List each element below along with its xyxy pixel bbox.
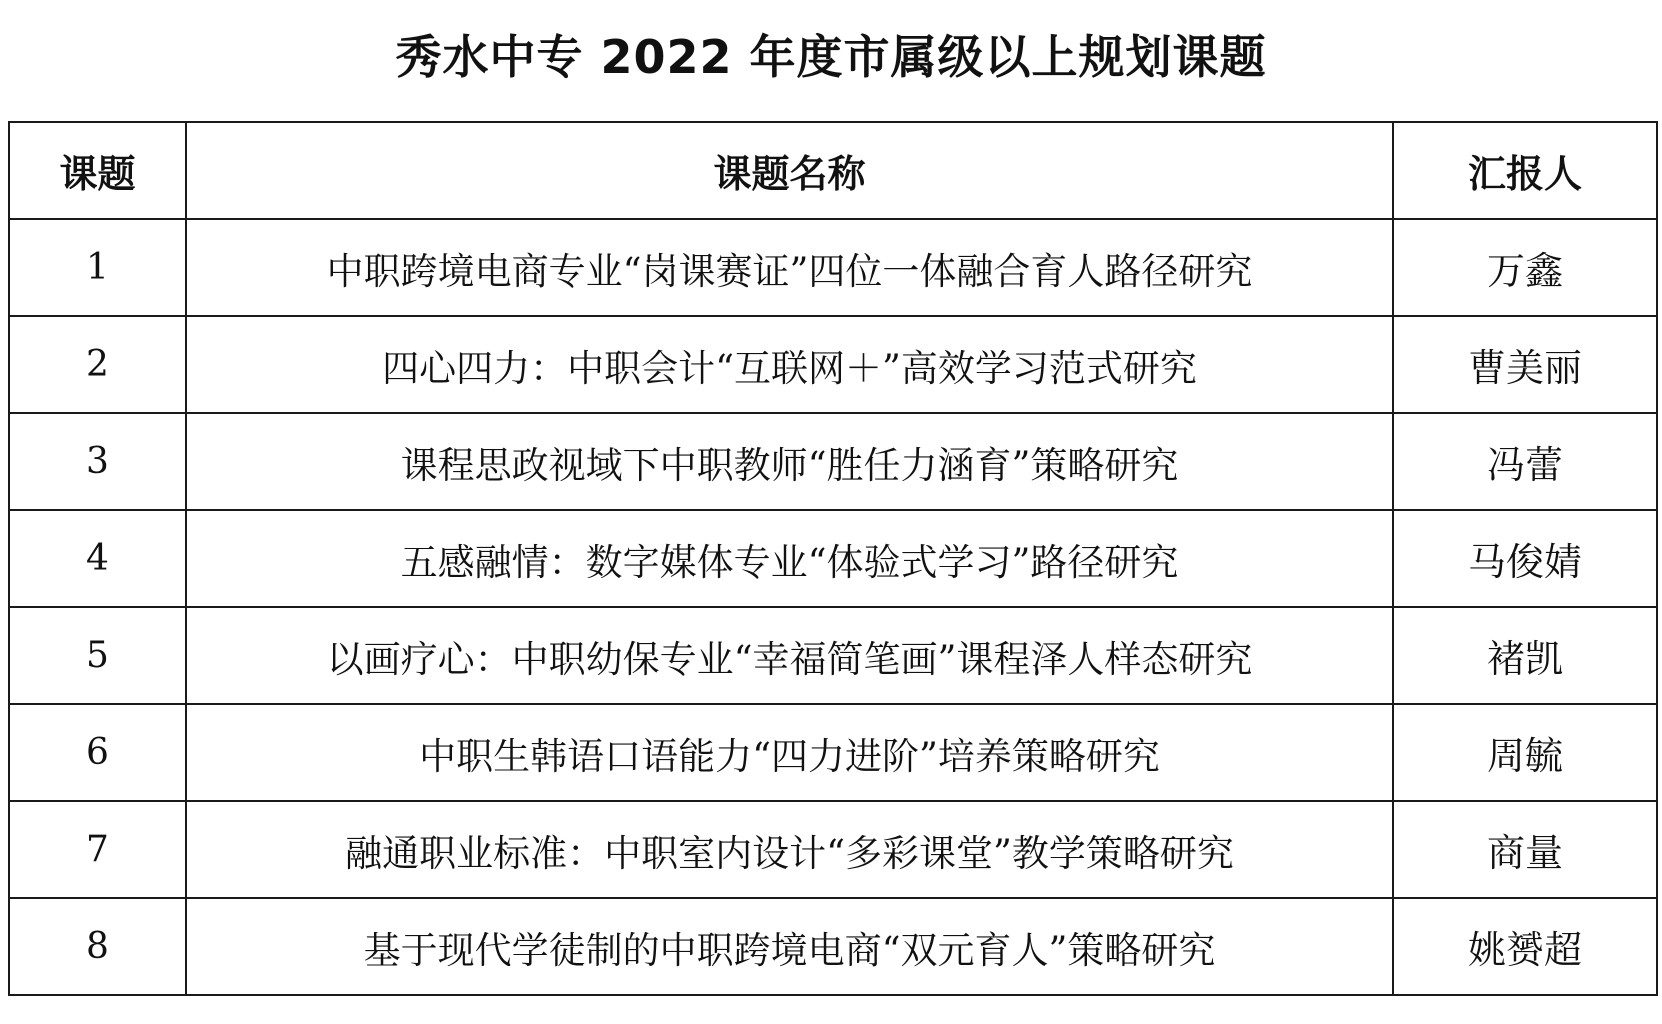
- row-topic-name: 基于现代学徒制的中职跨境电商“双元育人”策略研究: [186, 898, 1393, 995]
- row-reporter: 万鑫: [1393, 219, 1657, 316]
- row-number: 1: [9, 219, 186, 316]
- row-reporter: 冯蕾: [1393, 413, 1657, 510]
- table-row: [9, 413, 1657, 510]
- row-reporter: 褚凯: [1393, 607, 1657, 704]
- header-number: 课题: [9, 122, 186, 219]
- row-number: 2: [9, 316, 186, 413]
- row-topic-name: 五感融情：数字媒体专业“体验式学习”路径研究: [186, 510, 1393, 607]
- row-topic-name: 课程思政视域下中职教师“胜任力涵育”策略研究: [186, 413, 1393, 510]
- document-title: 秀水中专 2022 年度市属级以上规划课题: [395, 30, 1267, 84]
- table-row: [9, 607, 1657, 704]
- row-topic-name: 融通职业标准：中职室内设计“多彩课堂”教学策略研究: [186, 801, 1393, 898]
- row-number: 5: [9, 607, 186, 704]
- row-topic-name: 中职跨境电商专业“岗课赛证”四位一体融合育人路径研究: [186, 219, 1393, 316]
- row-number: 4: [9, 510, 186, 607]
- row-topic-name: 以画疗心：中职幼保专业“幸福简笔画”课程泽人样态研究: [186, 607, 1393, 704]
- header-name: 课题名称: [186, 122, 1393, 219]
- table-header-row: [9, 122, 1657, 219]
- topics-table: [8, 121, 1658, 996]
- row-reporter: 马俊婧: [1393, 510, 1657, 607]
- header-reporter: 汇报人: [1393, 122, 1657, 219]
- row-topic-name: 四心四力：中职会计“互联网＋”高效学习范式研究: [186, 316, 1393, 413]
- row-reporter: 周毓: [1393, 704, 1657, 801]
- row-reporter: 姚赟超: [1393, 898, 1657, 995]
- table-row: [9, 704, 1657, 801]
- row-number: 7: [9, 801, 186, 898]
- row-number: 6: [9, 704, 186, 801]
- table-row: [9, 510, 1657, 607]
- table-row: [9, 801, 1657, 898]
- row-number: 3: [9, 413, 186, 510]
- row-reporter: 商量: [1393, 801, 1657, 898]
- table-row: [9, 898, 1657, 995]
- row-number: 8: [9, 898, 186, 995]
- row-reporter: 曹美丽: [1393, 316, 1657, 413]
- table-row: [9, 219, 1657, 316]
- table-row: [9, 316, 1657, 413]
- row-topic-name: 中职生韩语口语能力“四力进阶”培养策略研究: [186, 704, 1393, 801]
